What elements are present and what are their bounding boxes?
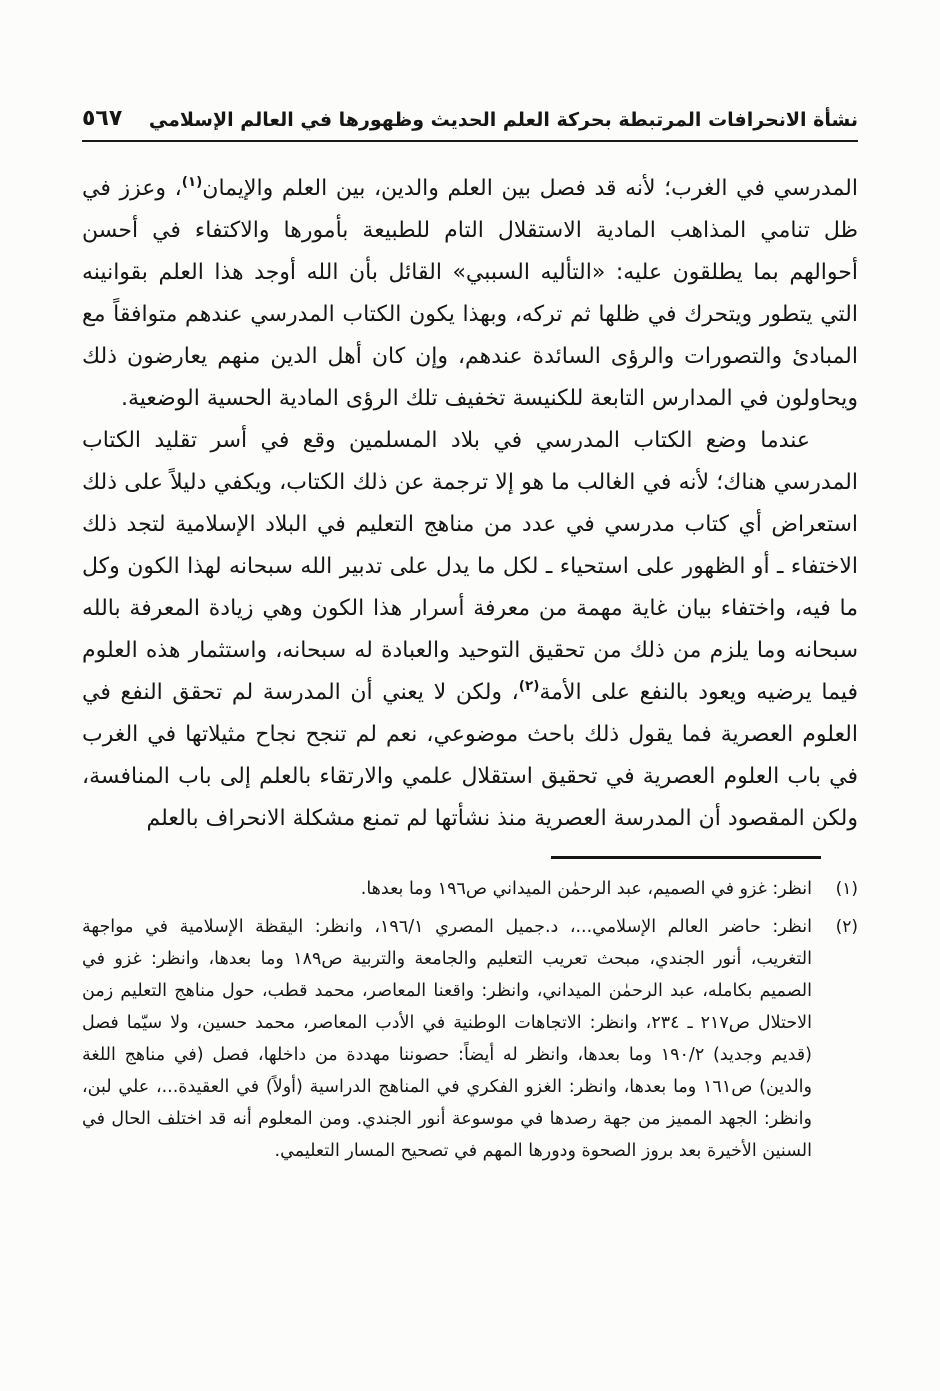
- footnote-1-marker: (١): [835, 879, 858, 899]
- footnote-2: [82, 911, 858, 1167]
- page-header: [82, 106, 858, 142]
- footnote-1-text: انظر: غزو في الصميم، عبد الرحمٰن الميداني ص١٩٦ وما بعدها.: [360, 879, 812, 899]
- running-title: نشأة الانحرافات المرتبطة بحركة العلم الحديث وظهورها في العالم الإسلامي: [148, 109, 858, 131]
- paragraph-2-text-continued: ، ولكن لا يعني أن المدرسة لم تحقق النفع في العلوم العصرية فما يقول ذلك باحث موضوعي، نعم لم تنجح نجاح مثيلاتها في الغرب في باب العلوم العصرية في تحقيق استقلال علمي والارتقاء بالعلم إلى باب المنافسة، ولكن المقصود أن المدرسة العصرية منذ نشأتها لم تمنع مشكلة الانحراف بالعلم: [82, 680, 858, 831]
- footnote-2-text: انظر: حاضر العالم الإسلامي...، د.جميل المصري ١٩٦/١، وانظر: اليقظة الإسلامية في مواجهة التغريب، أنور الجندي، مبحث تعريب التعليم والجامعة والتربية ص١٨٩ وما بعدها، وانظر: غزو في الصميم بكامله، عبد الرحمٰن الميداني، وانظر: واقعنا المعاصر، محمد قطب، حول مناهج التعليم زمن الاحتلال ص٢١٧ ـ ٢٣٤، وانظر: الاتجاهات الوطنية في الأدب المعاصر، محمد حسين، ولا سيّما فصل (قديم وجديد) ١٩٠/٢ وما بعدها، وانظر له أيضاً: حصوننا مهددة من داخلها، فصل (في مناهج اللغة والدين) ص١٦١ وما بعدها، وانظر: الغزو الفكري في المناهج الدراسية (أولاً) في العقيدة...، علي لبن، وانظر: الجهد المميز من جهة رصدها في موسوعة أنور الجندي. ومن المعلوم أنه قد اختلف الحال في السنين الأخيرة بعد بروز الصحوة ودورها المهم في تصحيح المسار التعليمي.: [82, 917, 812, 1161]
- paragraph-1-text-continued: ، وعزز في ظل تنامي المذاهب المادية الاستقلال التام للطبيعة بأمورها والاكتفاء في أحسن أحوالهم بما يطلقون عليه: «التأليه السببي» القائل بأن الله أوجد هذا العلم بقوانينه التي يتطور ويتحرك في ظلها ثم تركه، وبهذا يكون الكتاب المدرسي عندهم متوافقاً مع المبادئ والتصورات والرؤى السائدة عندهم، وإن كان أهل الدين منهم يعارضون ذلك ويحاولون في المدارس التابعة للكنيسة تخفيف تلك الرؤى المادية الحسية الوضعية.: [82, 176, 858, 411]
- body-text: [82, 168, 858, 840]
- paragraph-2-text: عندما وضع الكتاب المدرسي في بلاد المسلمين وقع في أسر تقليد الكتاب المدرسي هناك؛ لأنه في الغالب ما هو إلا ترجمة عن ذلك الكتاب، ويكفي دليلاً على ذلك استعراض أي كتاب مدرسي في عدد من مناهج التعليم في البلاد الإسلامية لتجد ذلك الاختفاء ـ أو الظهور على استحياء ـ لكل ما يدل على تدبير الله سبحانه لهذا الكون وكل ما فيه، واختفاء بيان غاية مهمة من معرفة أسرار هذا الكون وهي زيادة المعرفة بالله سبحانه وما يلزم من ذلك من تحقيق التوحيد والعبادة له سبحانه، واستثمار هذه العلوم فيما يرضيه ويعود بالنفع على الأمة: [82, 428, 859, 705]
- body-paragraph-1: [82, 168, 858, 420]
- footnote-separator: [551, 856, 821, 859]
- footnote-ref-1: (١): [181, 174, 203, 190]
- footnote-1: [82, 873, 858, 905]
- paragraph-1-text: المدرسي في الغرب؛ لأنه قد فصل بين العلم والدين، بين العلم والإيمان: [202, 176, 858, 201]
- body-paragraph-2: [82, 420, 858, 840]
- footnote-2-marker: (٢): [835, 917, 858, 937]
- footnotes-section: [82, 873, 858, 1167]
- page-number: ٥٦٧: [82, 106, 123, 131]
- footnote-ref-2: (٢): [518, 678, 540, 694]
